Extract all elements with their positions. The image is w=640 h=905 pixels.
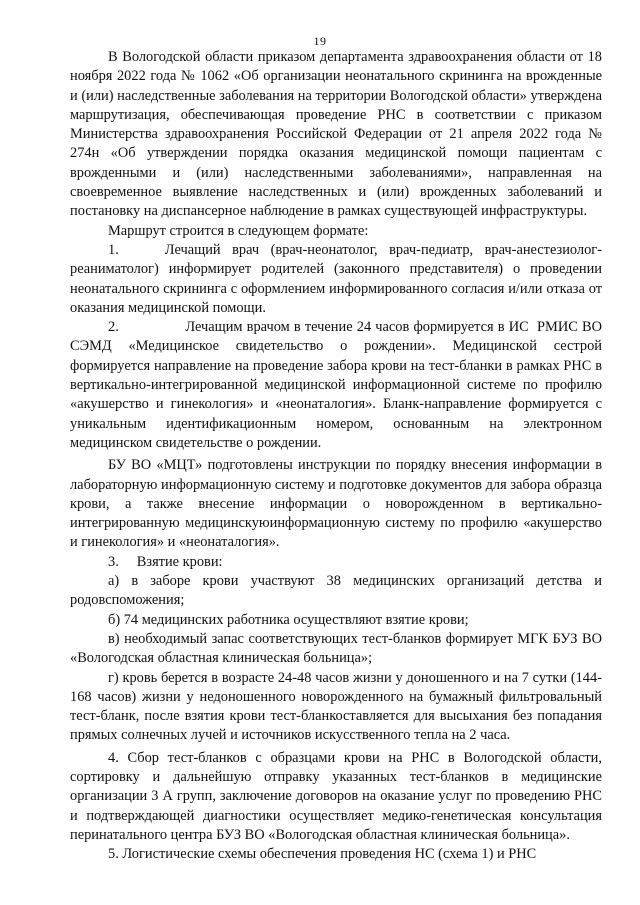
paragraph-step-1: 1. Лечащий врач (врач-неонатолог, врач-педиатр, врач-анестезиолог-реаниматолог) информирует родителей (законного представителя) о проведении неонатального скрининга с оформлением информированного согласия и/или отказа от оказания медицинской помощи. [70, 241, 602, 316]
paragraph-step-5: 5. Логистические схемы обеспечения проведения НС (схема 1) и РНС [108, 846, 537, 863]
paragraph-step-2: 2. Лечащим врачом в течение 24 часов формируется в ИС РМИС ВО СЭМД «Медицинское свидетельство о рождении». Медицинской сестрой формируется направление на проведение забора крови на тест-бланки в рамках РНС в вертикально-интегрированной медицинской информационной системе по профилю «акушерство и гинекология» и «неонаталогия». Бланк-направление формируется с уникальным идентификационным номером, основанным на электронном медицинском свидетельстве о рождении. [70, 319, 602, 451]
paragraph-intro: В Вологодской области приказом департамента здравоохранения области от 18 ноября 2022 года № 1062 «Об организации неонатального скрининга на врожденные и (или) наследственные заболевания на территории Вологодской области» утверждена маршрутизация, обеспечивающая проведение РНС в соответствии с приказом Министерства здравоохранения Российской Федерации от 21 апреля 2022 года № 274н «Об утверждении порядка оказания медицинской помощи пациентам с врожденными и (или) наследственными заболеваниями», направленная на своевременное выявление наследственных и (или) врожденных заболеваний и постановку на диспансерное наблюдение в рамках существующей инфраструктуры. [70, 49, 602, 220]
document-body [70, 48, 602, 864]
paragraph-instructions: БУ ВО «МЦТ» подготовлены инструкции по порядку внесения информации в лабораторную информационную систему и подготовке документов для забора образца крови, а также внесение информации о новорожденном в вертикально-интегрированную медицинскуюинформационную систему по профилю «акушерство и гинекология» и «неонаталогия». [70, 457, 602, 551]
paragraph-item-a: а) в заборе крови участвуют 38 медицинских организаций детства и родовспоможения; [70, 573, 602, 609]
paragraph-item-b: б) 74 медицинских работника осуществляют взятие крови; [108, 611, 469, 628]
page-number: 19 [313, 34, 327, 48]
paragraph-step-3: 3. Взятие крови: [108, 553, 223, 570]
paragraph-step-4: 4. Сбор тест-бланков с образцами крови на РНС в Вологодской области, сортировку и дальнейшую отправку указанных тест-бланков в медицинские организации 3 А групп, заключение договоров на оказание услуг по проведению РНС и подтверждающей диагностики осуществляет медико-генетическая консультация перинатального центра БУЗ ВО «Вологодская областная клиническая больница». [70, 749, 602, 843]
paragraph-route-heading: Маршрут строится в следующем формате: [108, 222, 369, 239]
paragraph-item-g: г) кровь берется в возрасте 24-48 часов жизни у доношенного и на 7 сутки (144-168 часов) жизни у недоношенного новорожденного на бумажный фильтровальный тест-бланк, после взятия крови тест-бланкоставляется для высыхания без попадания прямых солнечных лучей и источников искусственного тепла на 2 часа. [70, 669, 602, 744]
paragraph-item-v: в) необходимый запас соответствующих тест-бланков формирует МГК БУЗ ВО «Вологодская областная клиническая больница»; [70, 630, 602, 667]
